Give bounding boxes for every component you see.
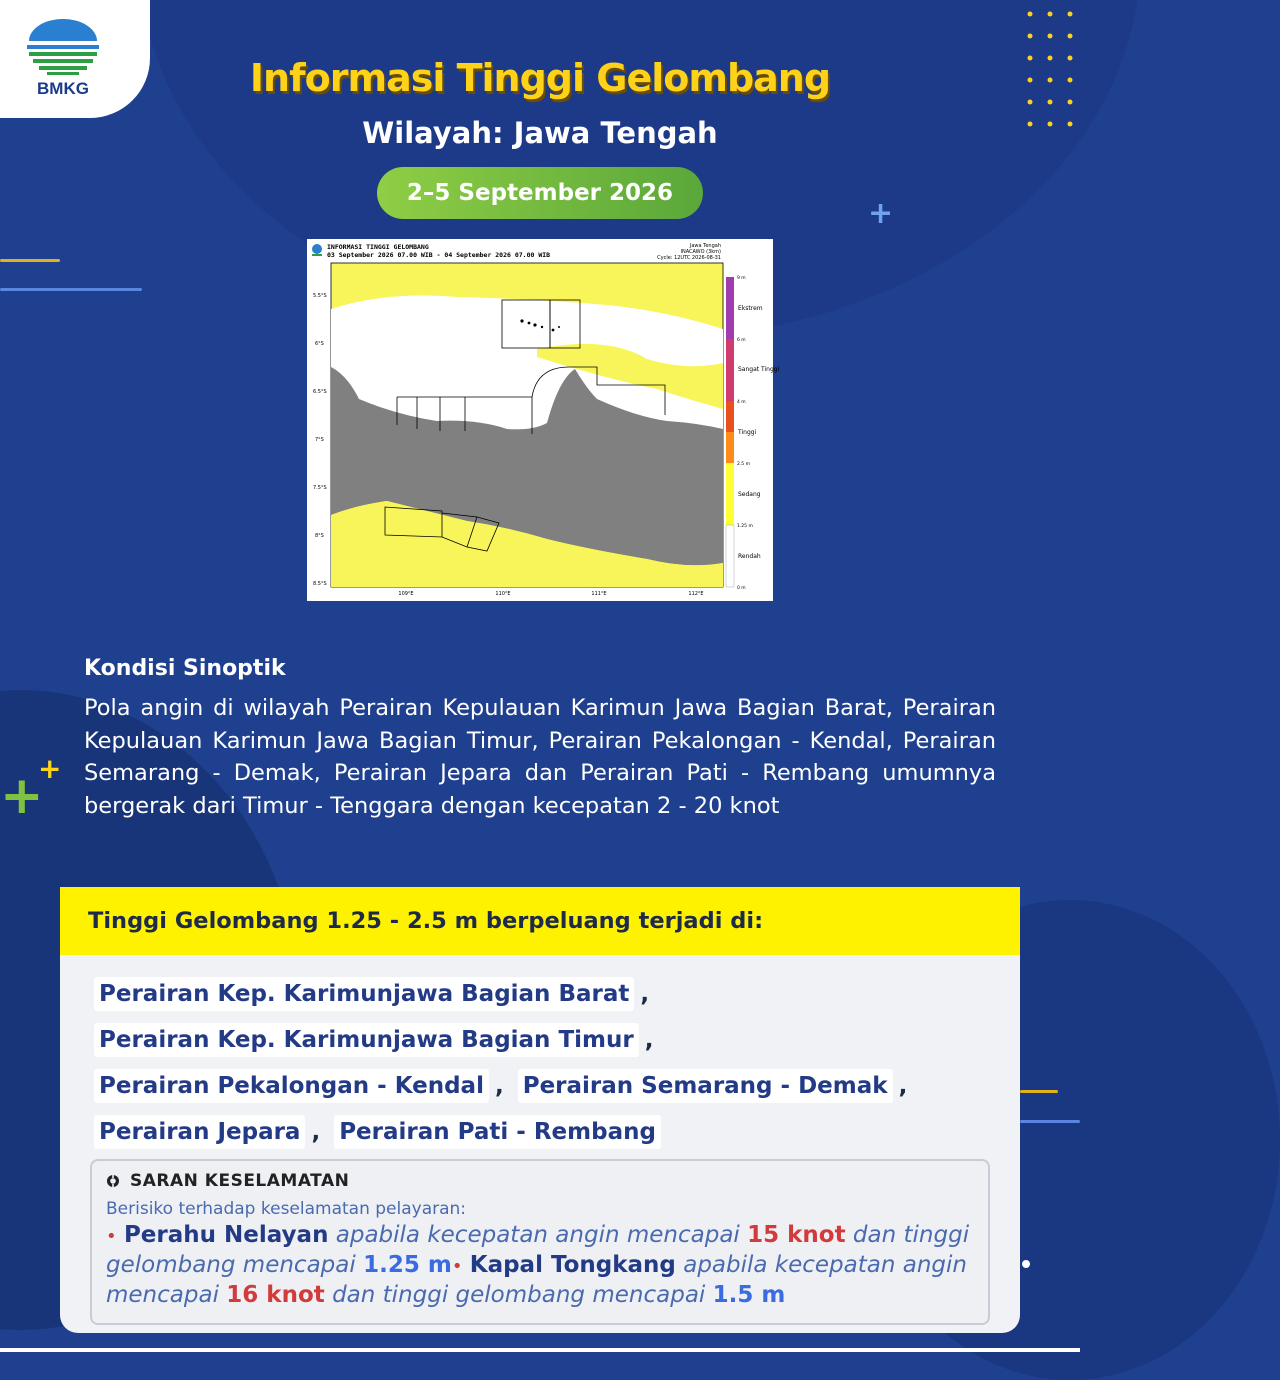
map-legend xyxy=(726,275,780,591)
region-subtitle: Wilayah: Jawa Tengah xyxy=(362,116,718,150)
area-row xyxy=(94,1063,994,1109)
map-header-logo xyxy=(312,244,322,256)
legend-level: 9 m xyxy=(737,276,746,281)
wave-height-map xyxy=(307,239,780,601)
wave-threshold: 1.25 m xyxy=(363,1252,452,1278)
lon-ticks xyxy=(398,591,703,597)
legend-level: 0 m xyxy=(737,586,746,591)
wind-threshold: 16 knot xyxy=(226,1282,325,1308)
safety-title-row xyxy=(106,1171,974,1191)
synoptic-title: Kondisi Sinoptik xyxy=(84,656,286,681)
lat-tick-label: 8.5°S xyxy=(313,581,327,587)
legend-level: 1.25 m xyxy=(737,524,753,529)
lon-tick-label: 111°E xyxy=(591,591,607,597)
separator: , xyxy=(644,1027,654,1053)
safety-title: SARAN KESELAMATAN xyxy=(130,1171,350,1191)
safety-advice-box xyxy=(90,1159,990,1325)
logo-text: BMKG xyxy=(37,79,89,98)
affected-areas-list xyxy=(94,971,994,1155)
vessel-name: Kapal Tongkang xyxy=(469,1252,676,1278)
lon-tick-label: 112°E xyxy=(688,591,704,597)
wave-threshold: 1.5 m xyxy=(712,1282,786,1308)
wind-threshold: 15 knot xyxy=(747,1222,846,1248)
vessel-name: Perahu Nelayan xyxy=(123,1222,329,1248)
wave-area-card xyxy=(60,887,1020,1333)
area-chip: Perairan Kep. Karimunjawa Bagian Timur xyxy=(94,1023,639,1057)
map-cycle-label: Cycle: 12UTC 2026-08-31 xyxy=(657,255,721,261)
safety-body xyxy=(106,1221,974,1310)
lon-tick-label: 109°E xyxy=(398,591,414,597)
area-chip: Perairan Pekalongan - Kendal xyxy=(94,1069,489,1103)
safety-intro: Berisiko terhadap keselamatan pelayaran: xyxy=(106,1199,467,1219)
legend-level: 6 m xyxy=(737,338,746,343)
legend-category: Ekstrem xyxy=(738,305,763,312)
map-title-1: INFORMASI TINGGI GELOMBANG xyxy=(327,243,429,251)
legend-category: Sangat Tinggi xyxy=(738,366,780,373)
wave-map-svg xyxy=(307,239,780,601)
map-region-label: Jawa Tengah xyxy=(689,243,721,249)
separator: , xyxy=(898,1073,908,1099)
lifebuoy-icon xyxy=(106,1174,120,1188)
lat-tick-label: 7°S xyxy=(315,437,324,443)
separator: , xyxy=(494,1073,504,1099)
area-chip: Perairan Semarang - Demak xyxy=(518,1069,893,1103)
safety-text: dan tinggi gelombang mencapai xyxy=(106,1222,970,1278)
synoptic-description: Pola angin di wilayah Perairan Kepulauan Karimun Jawa Bagian Barat, Perairan Kepulauan Karimun Jawa Bagian Timur, Perairan Pekalongan - Kendal, Perairan Semarang - Demak, Perairan Jepara dan Perairan Pati - Rembang umumnya bergerak dari Timur - Tenggara dengan kecepatan 2 - 20 knot xyxy=(84,695,996,819)
wave-card-header: Tinggi Gelombang 1.25 - 2.5 m berpeluang terjadi di: xyxy=(60,887,1020,955)
safety-text: apabila kecepatan angin mencapai xyxy=(335,1222,740,1248)
legend-level: 2.5 m xyxy=(737,462,750,467)
plus-icon: + xyxy=(38,752,62,785)
decorative-line xyxy=(1020,1120,1080,1123)
area-row xyxy=(94,1017,994,1063)
decorative-line xyxy=(1020,1090,1058,1093)
plus-icon: + xyxy=(868,196,894,231)
legend-level: 4 m xyxy=(737,400,746,405)
separator: , xyxy=(311,1119,321,1145)
map-title-2: 03 September 2026 07.00 WIB - 04 September 2026 07.00 WIB xyxy=(327,251,551,259)
safety-text: apabila kecepatan angin mencapai xyxy=(106,1252,967,1308)
lat-tick-label: 5.5°S xyxy=(313,293,327,299)
legend-category: Tinggi xyxy=(738,429,757,436)
decorative-line xyxy=(0,259,60,262)
area-chip: Perairan Kep. Karimunjawa Bagian Barat xyxy=(94,977,634,1011)
lat-ticks xyxy=(313,293,327,587)
bullet-icon: • xyxy=(106,1226,117,1247)
lat-tick-label: 6°S xyxy=(315,341,324,347)
area-chip: Perairan Pati - Rembang xyxy=(334,1115,661,1149)
plus-icon: + xyxy=(0,766,44,826)
lat-tick-label: 8°S xyxy=(315,533,324,539)
legend-category: Sedang xyxy=(738,491,761,498)
safety-text: dan tinggi gelombang mencapai xyxy=(332,1282,706,1308)
area-row xyxy=(94,971,994,1017)
dot-decoration xyxy=(1020,1258,1032,1270)
date-badge: 2–5 September 2026 xyxy=(377,167,703,219)
lat-tick-label: 7.5°S xyxy=(313,485,327,491)
area-row xyxy=(94,1109,994,1155)
lat-tick-label: 6.5°S xyxy=(313,389,327,395)
map-model-label: INACAWO (3km) xyxy=(680,249,721,255)
area-chip: Perairan Jepara xyxy=(94,1115,305,1149)
bottom-border xyxy=(0,1348,1080,1352)
legend-category: Rendah xyxy=(738,553,761,560)
separator: , xyxy=(640,981,650,1007)
map-plot xyxy=(331,263,723,587)
page-title: Informasi Tinggi Gelombang xyxy=(249,56,831,100)
decorative-line xyxy=(0,288,142,291)
bullet-icon: • xyxy=(451,1256,463,1277)
lon-tick-label: 110°E xyxy=(495,591,511,597)
